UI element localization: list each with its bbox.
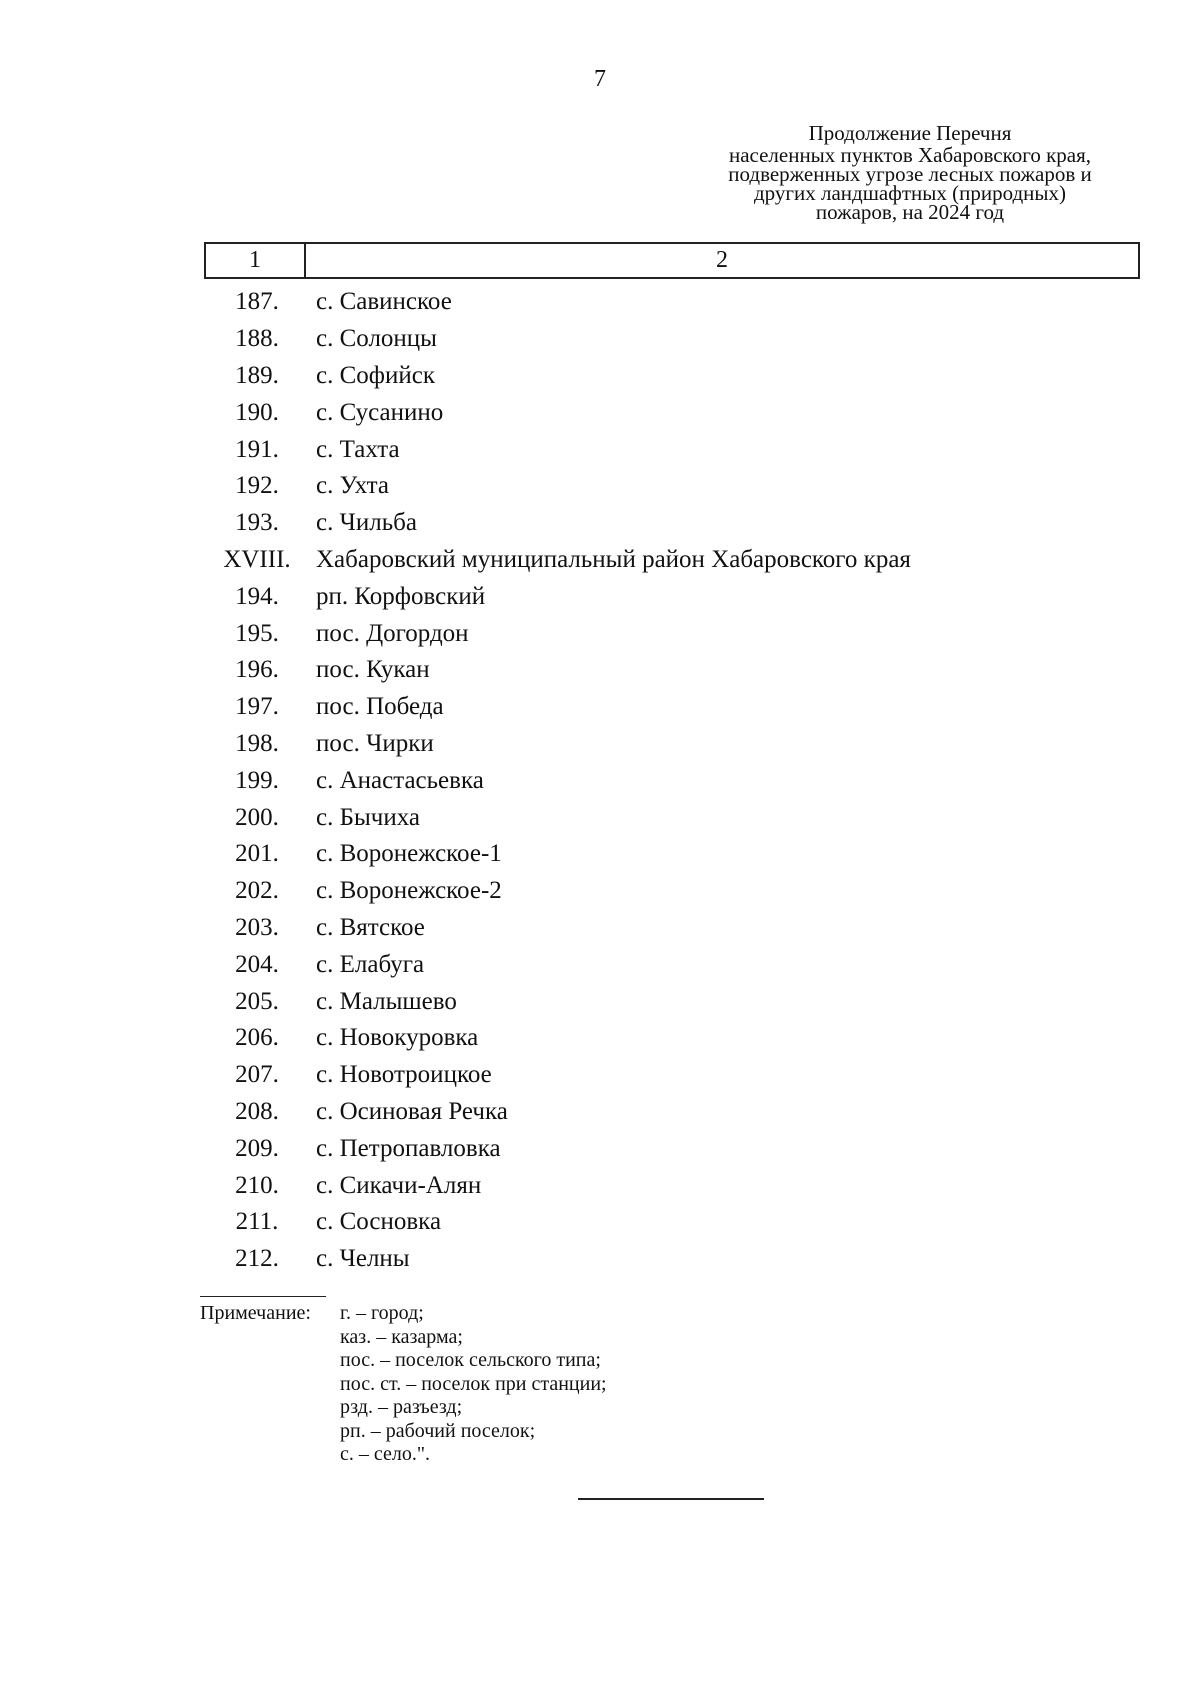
row-number: 187. (235, 288, 279, 316)
table-row (204, 652, 1140, 689)
row-settlement-name: пос. Догордон (316, 619, 469, 647)
table-row (204, 1241, 1140, 1278)
row-number: 190. (235, 398, 279, 426)
row-settlement-name: с. Чильба (316, 509, 417, 537)
row-settlement-name: с. Софийск (316, 361, 435, 389)
table-row (204, 468, 1140, 505)
table-header (204, 242, 1140, 279)
table-row (204, 1094, 1140, 1131)
note-label: Примечание: (200, 1302, 311, 1324)
row-settlement-name: с. Солонцы (316, 325, 437, 353)
note-item: рп. – рабочий поселок; (340, 1419, 536, 1442)
table-row (204, 394, 1140, 431)
note-item: пос. – поселок сельского типа; (340, 1349, 601, 1371)
note-item: каз. – казарма; (340, 1325, 463, 1348)
row-number: 212. (235, 1245, 279, 1273)
table-row (204, 615, 1140, 652)
table-row (204, 762, 1140, 799)
row-settlement-name: пос. Победа (316, 693, 444, 721)
note-item: пос. ст. – поселок при станции; (340, 1372, 607, 1395)
table-row (204, 1130, 1140, 1167)
note-item: рзд. – разъезд; (340, 1396, 463, 1418)
note-block (200, 1302, 607, 1465)
note-divider (200, 1296, 326, 1297)
column-header-name: 2 (716, 247, 728, 273)
settlement-list (204, 284, 1140, 1278)
row-settlement-name: с. Малышево (316, 987, 457, 1015)
table-row (204, 983, 1140, 1020)
table-row (204, 799, 1140, 836)
heading-line: других ландшафтных (природных) (754, 181, 1066, 205)
row-number: 203. (235, 913, 279, 941)
row-number: 189. (235, 361, 279, 389)
row-number: 195. (235, 619, 279, 647)
row-settlement-name: пос. Чирки (316, 729, 434, 757)
row-settlement-name: Хабаровский муниципальный район Хабаровского края (316, 545, 911, 573)
table-row (204, 1057, 1140, 1094)
row-number: 207. (235, 1061, 279, 1089)
row-settlement-name: с. Сикачи-Алян (316, 1171, 482, 1199)
note-item: г. – город; (340, 1302, 424, 1324)
table-row (204, 578, 1140, 615)
row-settlement-name: рп. Корфовский (316, 582, 486, 610)
table-row (204, 1204, 1140, 1241)
row-number: 196. (235, 656, 279, 684)
row-settlement-name: с. Анастасьевка (316, 766, 484, 794)
row-number: 198. (235, 729, 279, 757)
table-row (204, 505, 1140, 542)
heading-title: Продолжение Перечня (808, 121, 1012, 145)
table-row (204, 873, 1140, 910)
table-row (204, 946, 1140, 983)
table-row (204, 726, 1140, 763)
page-number: 7 (594, 66, 606, 92)
row-number: 209. (235, 1134, 279, 1162)
row-number: 206. (235, 1024, 279, 1052)
table-row (204, 1167, 1140, 1204)
row-number: 199. (235, 766, 279, 794)
row-number: 208. (235, 1097, 279, 1125)
row-number: 192. (235, 472, 279, 500)
row-number: 194. (235, 582, 279, 610)
row-settlement-name: с. Сосновка (316, 1208, 442, 1236)
document-heading (700, 120, 1120, 222)
row-number: 205. (235, 987, 279, 1015)
row-number: 191. (235, 435, 279, 463)
heading-line: подверженных угрозе лесных пожаров и (728, 162, 1092, 186)
row-number: 201. (235, 840, 279, 868)
row-settlement-name: с. Вятское (316, 913, 425, 941)
column-header-number: 1 (206, 244, 306, 277)
row-settlement-name: с. Воронежское-2 (316, 877, 502, 905)
row-settlement-name: с. Бычиха (316, 803, 420, 831)
row-settlement-name: с. Сусанино (316, 398, 444, 426)
row-settlement-name: с. Елабуга (316, 950, 425, 978)
table-row (204, 910, 1140, 947)
row-number: XVIII. (223, 545, 291, 573)
row-settlement-name: с. Савинское (316, 288, 452, 316)
row-settlement-name: с. Тахта (316, 435, 400, 463)
heading-line: пожаров, на 2024 год (815, 200, 1005, 224)
row-settlement-name: пос. Кукан (316, 656, 430, 684)
table-row (204, 1020, 1140, 1057)
heading-line: населенных пунктов Хабаровского края, (728, 143, 1092, 167)
row-number: 210. (235, 1171, 279, 1199)
table-row (204, 542, 1140, 579)
table-row (204, 431, 1140, 468)
row-settlement-name: с. Ухта (316, 472, 389, 500)
row-number: 188. (235, 325, 279, 353)
row-number: 200. (235, 803, 279, 831)
row-settlement-name: с. Новокуровка (316, 1024, 479, 1052)
end-rule (578, 1498, 764, 1500)
table-row (204, 358, 1140, 395)
row-settlement-name: с. Воронежское-1 (316, 840, 502, 868)
table-row (204, 689, 1140, 726)
row-settlement-name: с. Челны (316, 1245, 410, 1273)
note-items (340, 1302, 607, 1467)
row-settlement-name: с. Петропавловка (316, 1134, 501, 1162)
table-row (204, 321, 1140, 358)
row-number: 204. (235, 950, 279, 978)
table-row (204, 836, 1140, 873)
row-number: 202. (235, 877, 279, 905)
row-settlement-name: с. Осиновая Речка (316, 1097, 508, 1125)
row-number: 211. (235, 1208, 279, 1236)
table-row (204, 284, 1140, 321)
row-settlement-name: с. Новотроицкое (316, 1061, 492, 1089)
row-number: 197. (235, 693, 279, 721)
note-item: с. – село.". (340, 1443, 431, 1465)
row-number: 193. (235, 509, 279, 537)
